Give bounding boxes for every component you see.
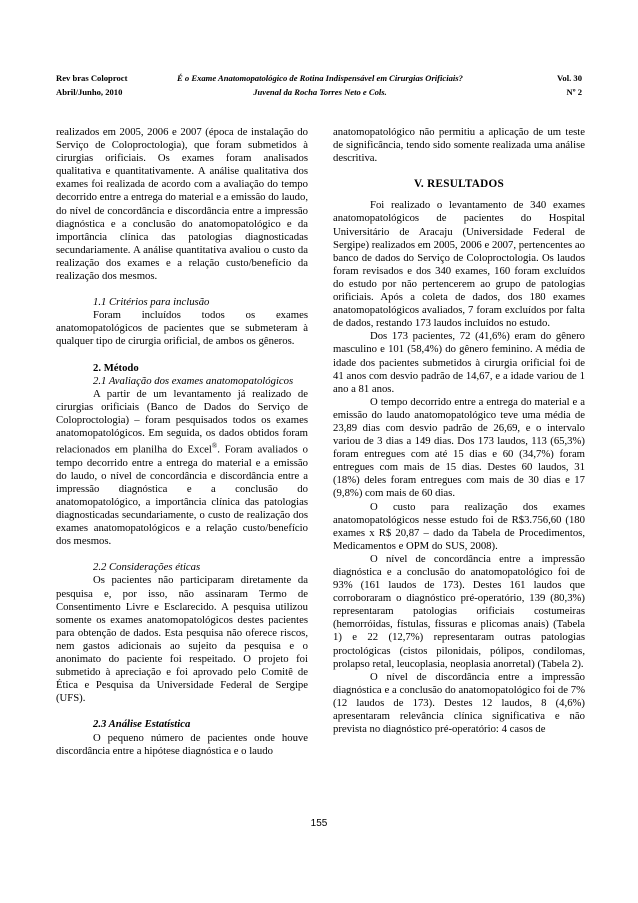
- running-title: É o Exame Anatomopatológico de Rotina Indispensável em Cirurgias Orificiais?: [177, 73, 463, 83]
- paragraph: realizados em 2005, 2006 e 2007 (época de instalação do Serviço de Coloproctologia), que foram submetidos à cirurgias orificiais. Os exames foram analisados qualitativa e quantitativamente. A análise qualitativa dos exames foi realizada de acordo com a avaliação do tempo decorrido entre a entrega do material e a emissão do laudo, do nível de concordância e discordância entre a impressão diagnóstica e a conclusão do anatomopatológico e da importância clínica das patologias diagnosticadas secundariamente. A análise quantitativa avaliou o custo da realização dos exames e a relação custo/benefício da realização dos mesmos.: [56, 126, 308, 283]
- paragraph: O nível de concordância entre a impressão diagnóstica e a conclusão do anatomopatológico foi de 93% (161 laudos de 173). Destes 161 laudos que corroboraram o diagnóstico pré-operatório, 139 (80,3%) representaram patologias orificiais costumeiras (hemorróidas, fístulas, fissuras e plicomas anais) (Tabela 1) e 22 (12,7%) representaram outras patologias proctológicas (cistos pilonidais, pólipos, condilomas, prolapso retal, leucoplasia, neoplasia anorretal) (Tabela 2).: [333, 552, 585, 670]
- subsection-heading: 2.3 Análise Estatística: [93, 718, 191, 731]
- paragraph: Foram incluídos todos os exames anatomopatológicos de pacientes que se submeteram à qualquer tipo de cirurgia orificial, de ambos os gêneros.: [56, 309, 308, 348]
- right-column: [333, 126, 585, 736]
- issue-date: Abril/Junho, 2010: [56, 87, 123, 97]
- subsection-heading: 2.1 Avaliação dos exames anatomopatológicos: [93, 374, 294, 387]
- left-column: [56, 126, 308, 758]
- journal-name: Rev bras Coloproct: [56, 73, 128, 83]
- page-number: 155: [310, 818, 328, 829]
- issue-number: Nº 2: [566, 87, 582, 97]
- paragraph: Foi realizado o levantamento de 340 exames anatomopatológicos de pacientes do Hospital Universitário de Aracaju (Universidade Federal de Sergipe) realizados em 2005, 2006 e 2007, pertencentes ao banco de dados do Serviço de Coloproctologia. Os laudos foram revisados e dos 340 exames, 160 foram excluídos do estudo por não pertencerem ao grupo de patologias orificiais. Após a coleta de dados, dos 180 exames anatomopatológicos avaliados, 7 foram excluídos por falta de dados, restando 173 laudos incluídos no estudo.: [333, 199, 585, 330]
- section-heading: 2. Método: [93, 361, 139, 374]
- paragraph: O custo para realização dos exames anatomopatológicos nesse estudo foi de R$3.756,60 (180 exames x R$ 20,87 – dado da Tabela de Procedimentos, Medicamentos e OPM do SUS, 2008).: [333, 500, 585, 552]
- running-authors: Juvenal da Rocha Torres Neto e Cols.: [253, 87, 387, 97]
- paragraph: anatomopatológico não permitiu a aplicação de um teste de significância, tendo sido somente realizada uma análise descritiva.: [333, 126, 585, 165]
- volume: Vol. 30: [557, 73, 582, 83]
- paragraph: O tempo decorrido entre a entrega do material e a emissão do laudo anatomopatológico teve uma média de 23,89 dias com desvio padrão de 26,69, e o intervalo variou de 3 dias a 149 dias. Dos 173 laudos, 113 (65,3%) foram entregues com até 15 dias e 60 (34,7%) foram entregues com mais de 15 dias. Destes 60 laudos, 31 (18%) deles foram entregues com mais de 30 dias e 17 (9,8%) com mais de 60 dias.: [333, 395, 585, 500]
- subsection-heading: 2.2 Considerações éticas: [93, 561, 201, 574]
- section-heading: V. RESULTADOS: [413, 178, 505, 191]
- paragraph: Os pacientes não participaram diretamente da pesquisa e, por isso, não assinaram Termo de Consentimento Livre e Esclarecido. A pesquisa utilizou somente os exames anatomopatológicos destes pacientes para obtenção de dados. Esta pesquisa não oferece riscos, nem gastos adicionais ao sujeito da pesquisa e o anonimato do paciente foi respeitado. O projeto foi submetido à apreciação e foi aprovado pelo Comitê de Ética e Pesquisa da Universidade Federal de Sergipe (UFS).: [56, 574, 308, 705]
- subsection-heading: 1.1 Critérios para inclusão: [93, 296, 210, 309]
- paragraph: O pequeno número de pacientes onde houve discordância entre a hipótese diagnóstica e o laudo: [56, 731, 308, 757]
- paragraph: Dos 173 pacientes, 72 (41,6%) eram do gênero masculino e 101 (58,4%) do gênero feminino. A média de idade dos pacientes submetidos à cirurgia orificial foi de 41 anos com desvio padrão de 14,67, e a idade variou de 1 ano a 81 anos.: [333, 330, 585, 395]
- paragraph: A partir de um levantamento já realizado de cirurgias orificiais (Banco de Dados do Serviço de Coloproctologia) – foram pesquisados todos os exames anatomopatológicos. Em seguida, os dados obtidos foram relacionados em planilha do Excel®. Foram avaliados o tempo decorrido entre a entrega do material e a emissão do laudo, o nível de concordância e discordância entre a impressão diagnóstica e a conclusão do anatomopatológico, a importância clínica das patologias diagnosticadas secundariamente, o custo de realização dos exames anatomopatológicos e a relação custo/benefício dos mesmos.: [56, 387, 308, 548]
- paragraph: O nível de discordância entre a impressão diagnóstica e a conclusão do anatomopatológico foi de 7% (12 laudos de 173). Destes 12 laudos, 8 (4,6%) apresentaram relevância clínica significativa e não prevista no diagnóstico pré-operatório: 4 casos de: [333, 670, 585, 736]
